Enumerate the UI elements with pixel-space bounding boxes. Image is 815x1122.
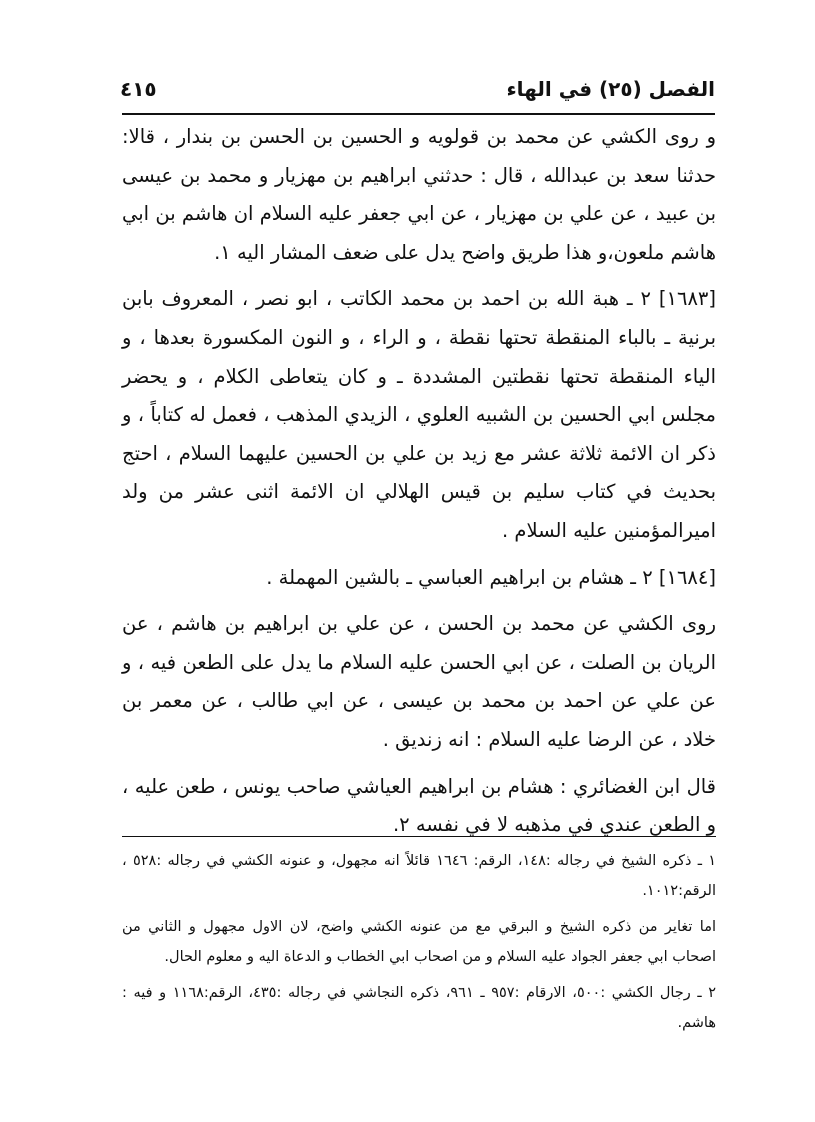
chapter-title: الفصل (٢٥) في الهاء — [506, 77, 715, 101]
footnote-2: ٢ ـ رجال الكشي :٥٠٠، الارقام :٩٥٧ ـ ٩٦١، ذكره النجاشي في رجاله :٤٣٥، الرقم:١١٦٨ و فيه : هاشم. — [122, 985, 716, 1031]
page-number: ٤١٥ — [120, 77, 157, 101]
paragraph-kashshi-narration: و روى الكشي عن محمد بن قولويه و الحسين بن الحسن بن بندار ، قالا: حدثنا سعد بن عبدالله ، قال : حدثني ابراهيم بن مهزيار و محمد بن عيسى بن عبيد ، عن علي بن مهزيار ، عن ابي جعفر عليه السلام ان هاشم بن ابي هاشم ملعون،و هذا طريق واضح يدل على ضعف المشار اليه ١. — [122, 125, 716, 264]
footnote-divider — [122, 836, 716, 837]
footnote-1: ١ ـ ذكره الشيخ في رجاله :١٤٨، الرقم: ١٦٤٦ قائلاً انه مجهول، و عنونه الكشي في رجاله :٥٢٨ ، الرقم:١٠١٢. — [122, 853, 716, 899]
entry-1684-heading: [١٦٨٤] ٢ ـ هشام بن ابراهيم العباسي ـ بالشين المهملة . — [266, 565, 716, 589]
running-header — [120, 74, 715, 110]
entry-1683: [١٦٨٣] ٢ ـ هبة الله بن احمد بن محمد الكاتب ، ابو نصر ، المعروف بابن برنية ـ بالباء المنقطة تحتها نقطة ، و الراء ، و النون المكسورة بعدها ، و الياء المنقطة تحتها نقطتين المشددة ـ و كان يتعاطى الكلام ، و يحضر مجلس ابي الحسين بن الشبيه العلوي ، الزيدي المذهب ، فعمل له كتاباً ، و ذكر ان الائمة ثلاثة عشر مع زيد بن علي بن الحسين عليهما السلام ، احتج بحديث في كتاب سليم بن قيس الهلالي ان الائمة اثنى عشر من ولد اميرالمؤمنين عليه السلام . — [122, 287, 717, 542]
footnotes — [122, 846, 716, 1044]
footnote-1-continuation: اما تغاير من ذكره الشيخ و البرقي مع من عنونه الكشي واضح، لان الاول مجهول و الثاني من اصحاب ابي جعفر الجواد عليه السلام و من اصحاب ابي الخطاب و الدعاة اليه و معلوم الحال. — [122, 919, 716, 965]
paragraph-ibn-ghadairi: قال ابن الغضائري : هشام بن ابراهيم العياشي صاحب يونس ، طعن عليه ، و الطعن عندي في مذهبه لا في نفسه ٢. — [122, 774, 716, 837]
header-divider — [122, 113, 715, 115]
paragraph-kashshi-riyan: روى الكشي عن محمد بن الحسن ، عن علي بن ابراهيم بن هاشم ، عن الريان بن الصلت ، عن ابي الحسن عليه السلام ما يدل على الطعن فيه ، و عن علي عن احمد بن محمد بن عيسى ، عن ابي طالب ، عن معمر بن خلاد ، عن الرضا عليه السلام : انه زنديق . — [122, 612, 716, 751]
main-text — [122, 118, 716, 845]
